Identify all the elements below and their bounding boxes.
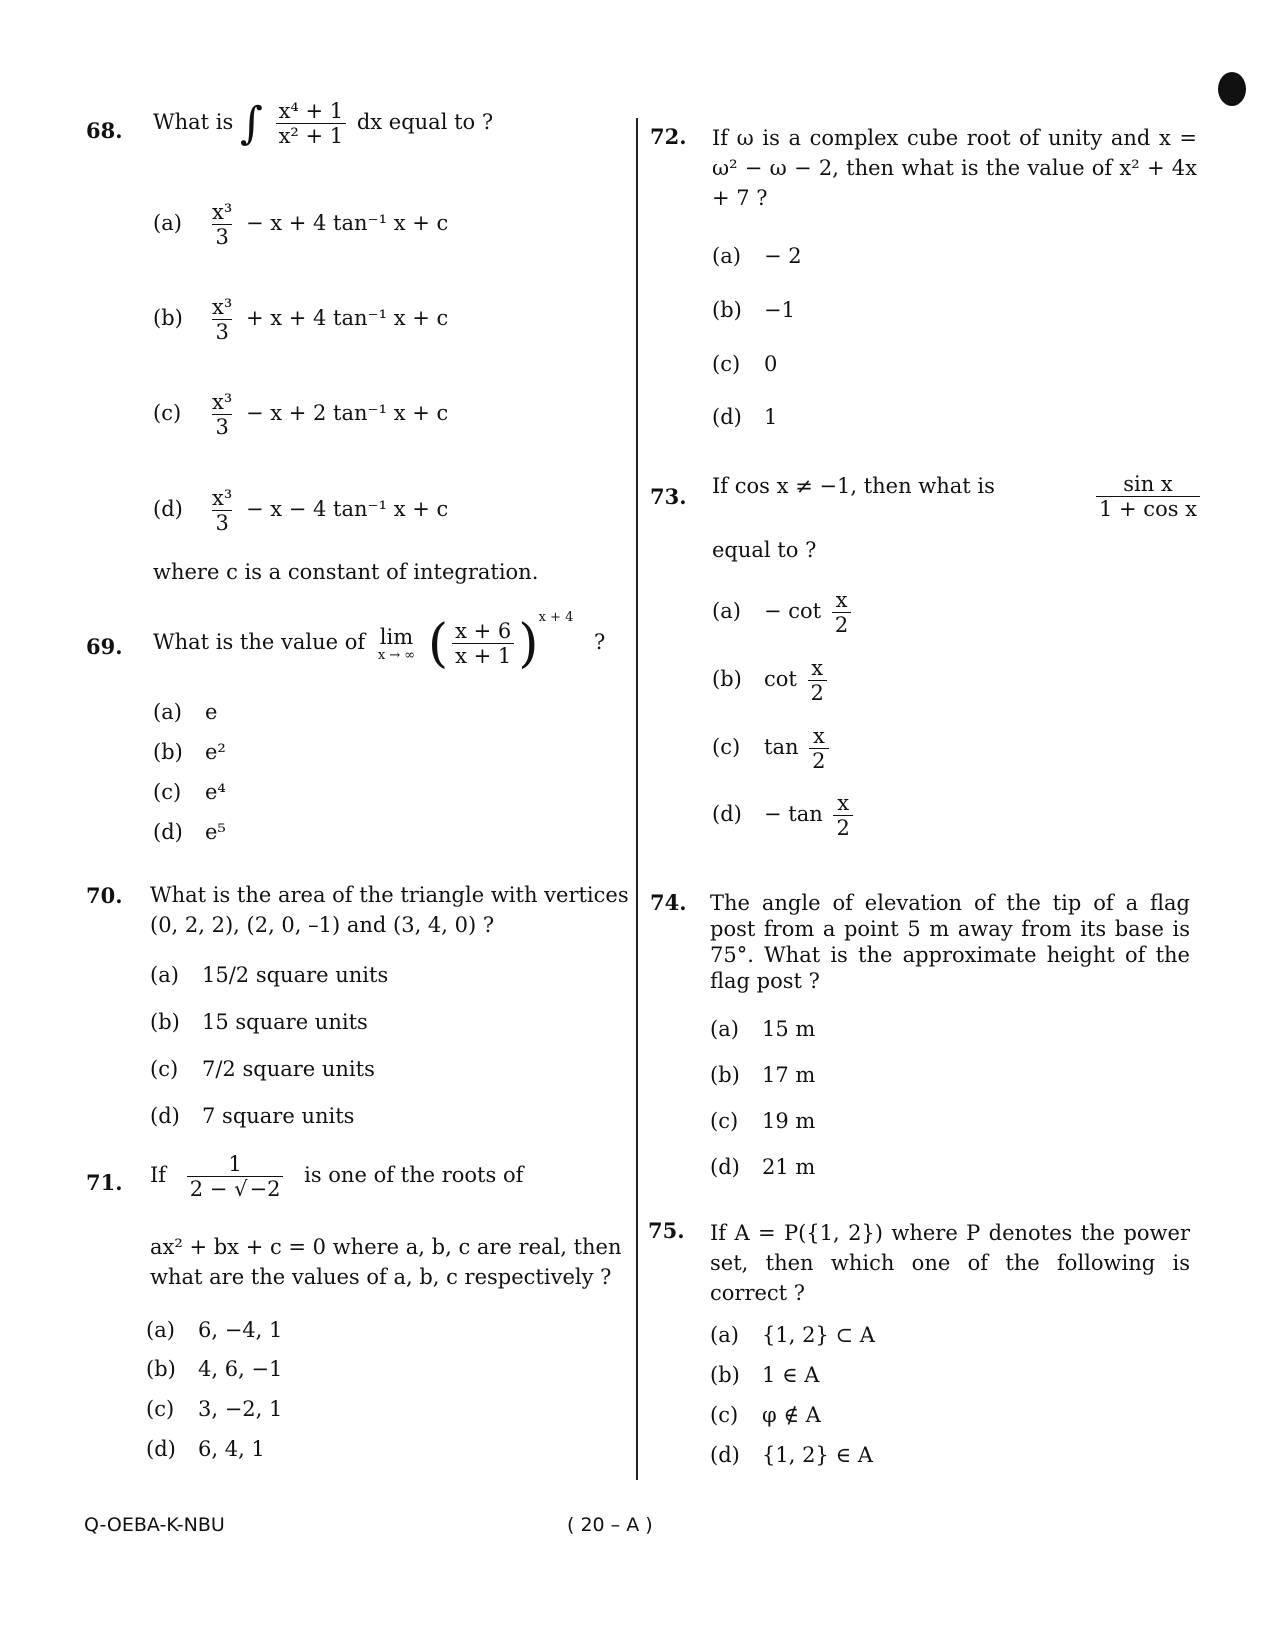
- option-b: (b) 17 m: [710, 1063, 816, 1087]
- option-a: (a) 15 m: [710, 1017, 816, 1041]
- integral-sign: ∫: [239, 98, 263, 149]
- option-d: (d) − tan $\frac{x}{2}$: [712, 791, 857, 840]
- question-number: 72.: [650, 124, 687, 149]
- option-a: (a) − cot $\frac{x}{2}$: [712, 588, 855, 637]
- booklet-code: Q-OEBA-K-NBU: [84, 1514, 225, 1536]
- option-c: (c) φ ∉ A: [710, 1403, 821, 1427]
- option-d: (d) {1, 2} ∈ A: [710, 1443, 873, 1467]
- question-number: 69.: [86, 634, 123, 659]
- question-number: 70.: [86, 883, 123, 908]
- question-note: where c is a constant of integration.: [153, 560, 539, 584]
- question-stem: What is ∫ $\frac{\text{x⁴ + 1}}{\text{x² + 1}}$ dx equal to ?: [153, 98, 494, 149]
- option-d: (d) 7 square units: [150, 1104, 355, 1128]
- option-b: (b) 4, 6, −1: [146, 1357, 283, 1381]
- question-number: 75.: [648, 1218, 685, 1243]
- question-stem: What is the area of the triangle with vertices (0, 2, 2), (2, 0, –1) and (3, 4, 0) ?: [150, 883, 629, 937]
- option-a: (a) {1, 2} ⊂ A: [710, 1323, 875, 1347]
- option-c: (c) $\frac{\text{x³}}{3}$ − x + 2 tan⁻¹ x + c: [153, 390, 449, 439]
- question-stem: If A = P({1, 2}) where P denotes the power set, then which one of the following is correct ?: [710, 1221, 1190, 1305]
- option-b: (b) e²: [153, 740, 226, 764]
- option-a: (a) − 2: [712, 244, 802, 268]
- option-c: (c) 19 m: [710, 1109, 816, 1133]
- option-a: (a) $\frac{\text{x³}}{3}$ − x + 4 tan⁻¹ x + c: [153, 200, 449, 249]
- question-stem: If ω is a complex cube root of unity and x = ω² − ω − 2, then what is the value of x² + 4x + 7 ?: [712, 126, 1197, 210]
- option-d: (d) e⁵: [153, 820, 226, 844]
- question-stem-continued: equal to ?: [712, 538, 817, 562]
- question-number: 68.: [86, 118, 123, 143]
- question-fraction: $\frac{\text{sin x}}{\text{1 + cos x}}$: [1092, 472, 1204, 521]
- integrand-fraction: $\frac{\text{x⁴ + 1}}{\text{x² + 1}}$: [276, 99, 347, 148]
- option-c: (c) e⁴: [153, 780, 226, 804]
- option-a: (a) 15/2 square units: [150, 963, 389, 987]
- option-d: (d) 1: [712, 405, 778, 429]
- question-stem: What is the value of lim x → ∞ ( $\frac{x + 6}{x + 1}$ )$^{x + 4}$ ?: [153, 610, 606, 674]
- option-d: (d) $\frac{\text{x³}}{3}$ − x − 4 tan⁻¹ x + c: [153, 486, 449, 535]
- option-b: (b) $\frac{\text{x³}}{3}$ + x + 4 tan⁻¹ x + c: [153, 295, 449, 344]
- question-number: 71.: [86, 1170, 123, 1195]
- registration-mark: [1218, 72, 1246, 106]
- option-c: (c) 7/2 square units: [150, 1057, 375, 1081]
- option-a: (a) e: [153, 700, 218, 724]
- question-number: 74.: [650, 890, 687, 915]
- option-d: (d) 21 m: [710, 1155, 816, 1179]
- question-stem: The angle of elevation of the tip of a flag post from a point 5 m away from its base is 75°. What is the approximate height of the flag post ?: [710, 891, 1190, 993]
- question-number: 73.: [650, 484, 687, 509]
- option-b: (b) 1 ∈ A: [710, 1363, 820, 1387]
- question-stem: If cos x ≠ −1, then what is: [712, 474, 995, 498]
- option-c: (c) tan $\frac{x}{2}$: [712, 724, 833, 773]
- page-number: ( 20 – A ): [567, 1514, 653, 1536]
- question-stem: If $\frac{1}{2 - √-2}$ is one of the roots of: [150, 1152, 524, 1201]
- option-c: (c) 0: [712, 352, 778, 376]
- option-a: (a) 6, −4, 1: [146, 1318, 283, 1342]
- option-b: (b) cot $\frac{x}{2}$: [712, 656, 831, 705]
- option-b: (b) −1: [712, 298, 795, 322]
- question-stem-continued: ax² + bx + c = 0 where a, b, c are real, then what are the values of a, b, c respectively ?: [150, 1235, 622, 1289]
- column-divider: [636, 118, 638, 1480]
- option-c: (c) 3, −2, 1: [146, 1397, 283, 1421]
- option-b: (b) 15 square units: [150, 1010, 368, 1034]
- option-d: (d) 6, 4, 1: [146, 1437, 265, 1461]
